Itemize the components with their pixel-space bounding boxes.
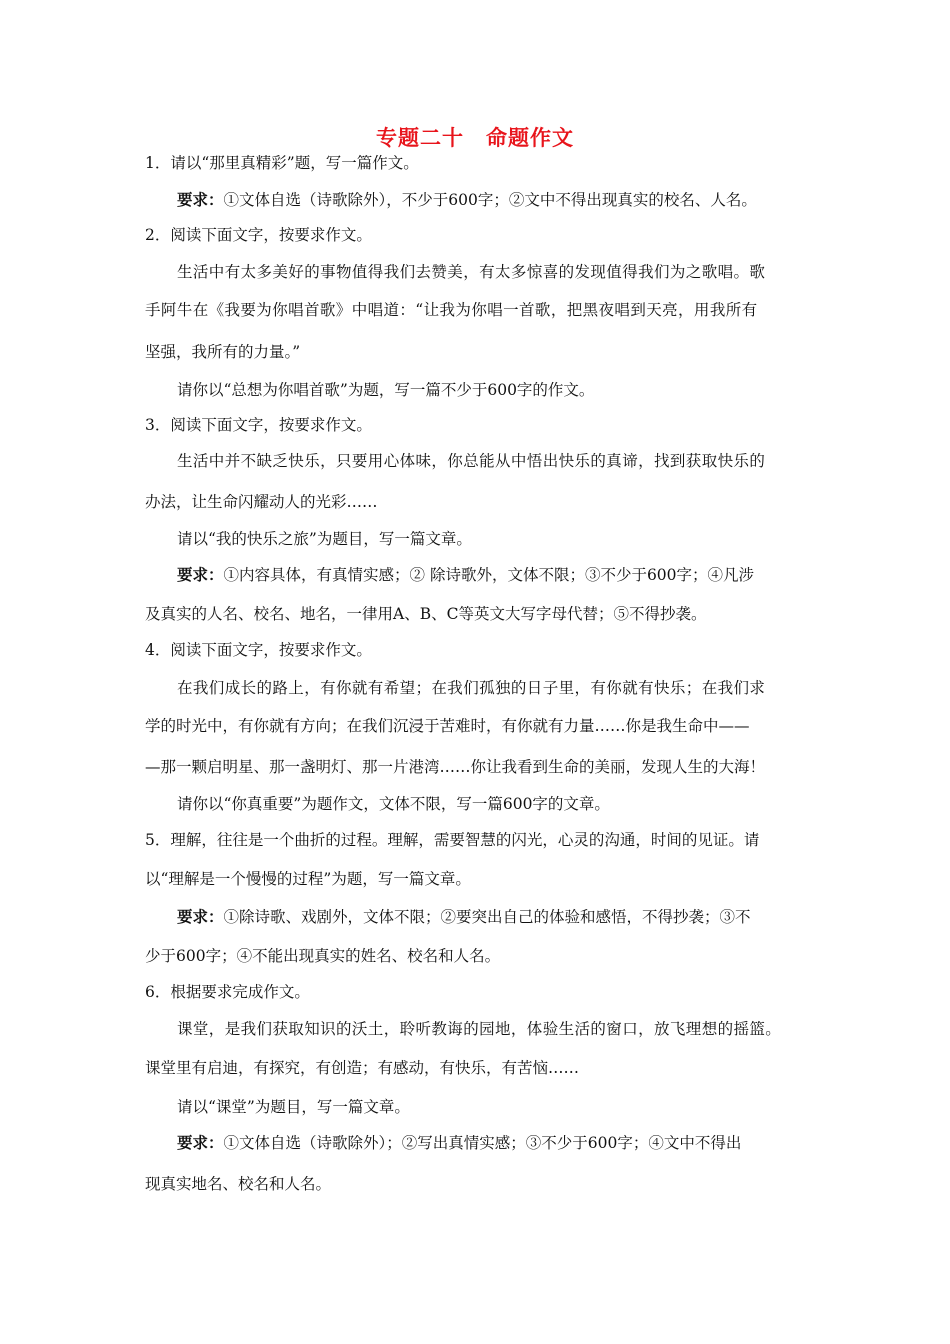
question-3-requirements-cont: 及真实的人名、校名、地名，一律用A、B、C等英文大写字母代替；⑤不得抄袭。 [145, 605, 707, 623]
question-5-requirements-cont: 少于600字；④不能出现真实的姓名、校名和人名。 [145, 947, 501, 965]
question-2-passage-line: 生活中有太多美好的事物值得我们去赞美，有太多惊喜的发现值得我们为之歌唱。歌 [177, 263, 766, 281]
question-2-passage-line: 坚强，我所有的力量。” [145, 343, 301, 361]
question-4-passage-line: 在我们成长的路上，有你就有希望；在我们孤独的日子里，有你就有快乐；在我们求 [177, 679, 766, 697]
question-6-passage-line: 课堂里有启迪，有探究，有创造；有感动，有快乐，有苦恼…… [145, 1059, 580, 1077]
question-3-task: 请以“我的快乐之旅”为题目，写一篇文章。 [177, 530, 472, 548]
question-6-passage-line: 课堂，是我们获取知识的沃土，聆听教诲的园地，体验生活的窗口，放飞理想的摇篮。 [177, 1020, 782, 1038]
question-3-requirements: 要求：①内容具体，有真情实感；② 除诗歌外，文体不限；③不少于600字；④凡涉 [177, 566, 755, 584]
question-3-heading: 3．阅读下面文字，按要求作文。 [145, 416, 372, 434]
question-6-requirements: 要求：①文体自选（诗歌除外）；②写出真情实感；③不少于600字；④文中不得出 [177, 1134, 742, 1152]
question-4-passage-line: 学的时光中，有你就有方向；在我们沉浸于苦难时，有你就有力量……你是我生命中—— [145, 717, 750, 735]
question-2-task: 请你以“总想为你唱首歌”为题，写一篇不少于600字的作文。 [177, 381, 595, 399]
question-1-requirements: 要求：①文体自选（诗歌除外），不少于600字；②文中不得出现真实的校名、人名。 [177, 191, 757, 209]
question-2-passage-line: 手阿牛在《我要为你唱首歌》中唱道：“让我为你唱一首歌，把黑夜唱到天亮，用我所有 [145, 301, 758, 319]
question-3-passage-line: 办法，让生命闪耀动人的光彩…… [145, 493, 378, 511]
question-6-requirements-cont: 现真实地名、校名和人名。 [145, 1175, 332, 1193]
question-4-passage-line: —那一颗启明星、那一盏明灯、那一片港湾……你让我看到生命的美丽，发现人生的大海！ [145, 758, 766, 776]
question-4-heading: 4．阅读下面文字，按要求作文。 [145, 641, 372, 659]
question-2-heading: 2．阅读下面文字，按要求作文。 [145, 226, 372, 244]
question-5-prompt-cont: 以“理解是一个慢慢的过程”为题，写一篇文章。 [145, 870, 471, 888]
question-5-prompt: 5．理解，往往是一个曲折的过程。理解，需要智慧的闪光，心灵的沟通，时间的见证。请 [145, 831, 760, 849]
question-6-task: 请以“课堂”为题目，写一篇文章。 [177, 1098, 410, 1116]
question-3-passage-line: 生活中并不缺乏快乐，只要用心体味，你总能从中悟出快乐的真谛，找到获取快乐的 [177, 452, 766, 470]
question-1-prompt: 1．请以“那里真精彩”题，写一篇作文。 [145, 154, 419, 172]
document-title: 专题二十 命题作文 [376, 126, 574, 150]
question-5-requirements: 要求：①除诗歌、戏剧外，文体不限；②要突出自己的体验和感悟，不得抄袭；③不 [177, 908, 751, 926]
question-6-heading: 6．根据要求完成作文。 [145, 983, 310, 1001]
question-4-task: 请你以“你真重要”为题作文，文体不限，写一篇600字的文章。 [177, 795, 610, 813]
